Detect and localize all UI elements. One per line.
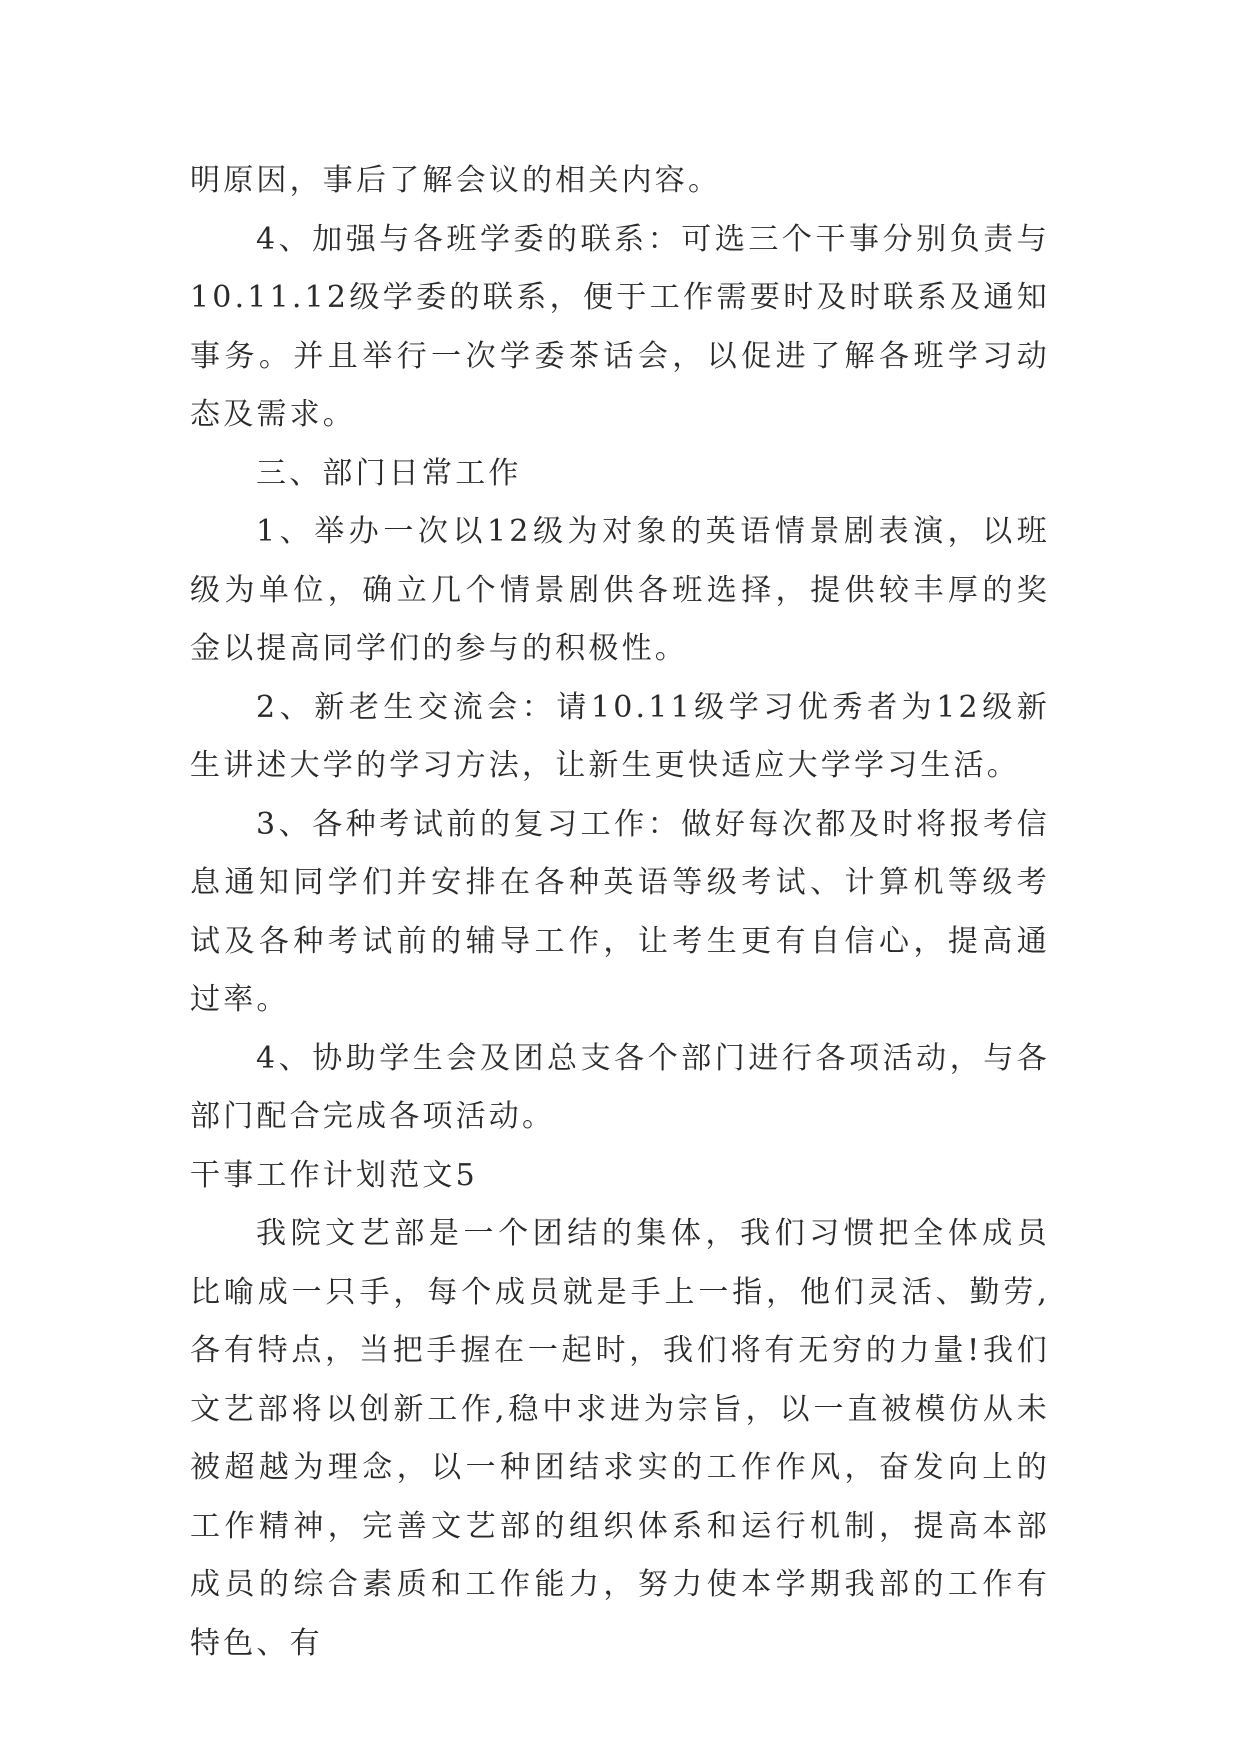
paragraph-item-3-exams: 3、各种考试前的复习工作：做好每次都及时将报考信息通知同学们并安排在各种英语等级考试、计算机等级考试及各种考试前的辅导工作，让考生更有自信心，提高通过率。 bbox=[190, 806, 1050, 1017]
document-title: 干事工作计划范文5 bbox=[190, 1157, 478, 1193]
section-heading: 三、部门日常工作 bbox=[256, 455, 522, 491]
paragraph-item-4-liaison: 4、加强与各班学委的联系：可选三个干事分别负责与10.11.12级学委的联系，便于工作需要时及时联系及通知事务。并且举行一次学委茶话会，以促进了解各班学习动态及需求。 bbox=[190, 221, 1050, 432]
paragraph-continuation: 明原因，事后了解会议的相关内容。 bbox=[190, 163, 722, 198]
document-body bbox=[190, 152, 1050, 1673]
paragraph-item-4-assist: 4、协助学生会及团总支各个部门进行各项活动，与各部门配合完成各项活动。 bbox=[190, 1040, 1050, 1134]
paragraph-intro: 我院文艺部是一个团结的集体，我们习惯把全体成员比喻成一只手，每个成员就是手上一指，他们灵活、勤劳,各有特点，当把手握在一起时，我们将有无穷的力量!我们文艺部将以创新工作,稳中求进为宗旨，以一直被模仿从未被超越为理念，以一种团结求实的工作作风，奋发向上的工作精神，完善文艺部的组织体系和运行机制，提高本部成员的综合素质和工作能力，努力使本学期我部的工作有特色、有 bbox=[190, 1216, 1050, 1661]
paragraph-item-2-exchange: 2、新老生交流会：请10.11级学习优秀者为12级新生讲述大学的学习方法，让新生更快适应大学学习生活。 bbox=[190, 689, 1050, 783]
paragraph-item-1-drama: 1、举办一次以12级为对象的英语情景剧表演，以班级为单位，确立几个情景剧供各班选择，提供较丰厚的奖金以提高同学们的参与的积极性。 bbox=[190, 514, 1050, 666]
